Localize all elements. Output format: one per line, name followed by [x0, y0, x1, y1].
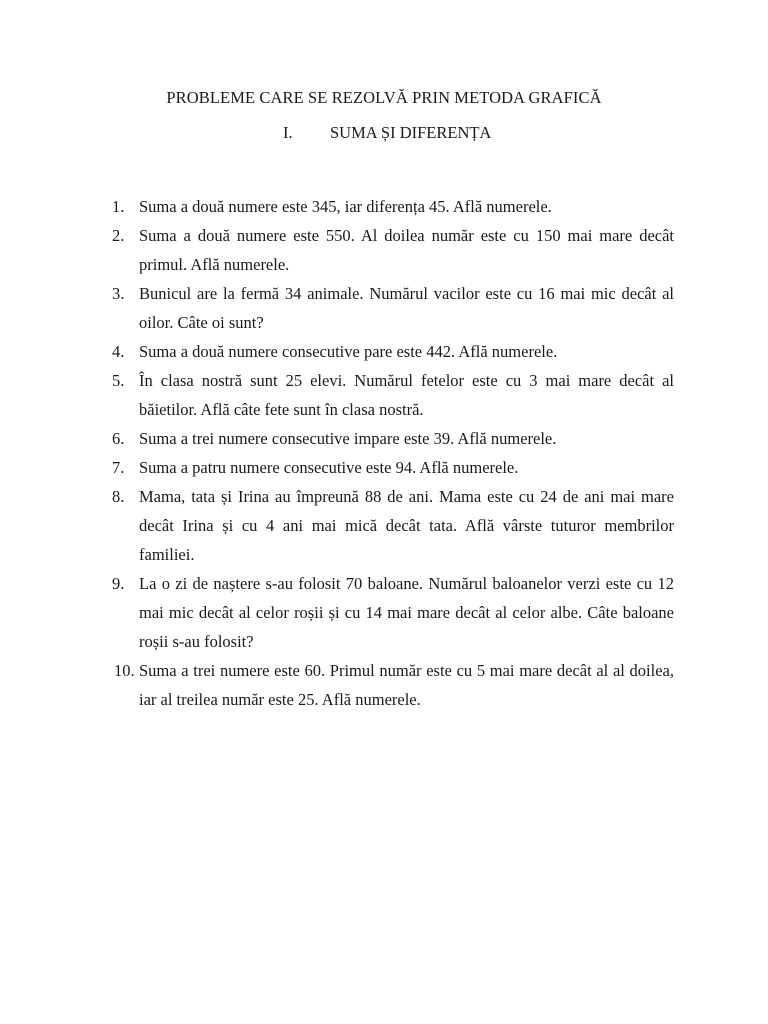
problem-number: 3.	[112, 284, 125, 303]
problem-item	[0, 366, 768, 424]
problem-item	[0, 337, 768, 366]
problem-item	[0, 569, 768, 656]
problem-item	[0, 221, 768, 279]
problem-text: Mama, tata și Irina au împreună 88 de ani. Mama este cu 24 de ani mai mare decât Irina și cu 4 ani mai mică decât tata. Află vârste tuturor membrilor familiei.	[139, 487, 674, 564]
problem-number: 10.	[114, 661, 135, 680]
problem-item	[0, 656, 768, 714]
problem-item	[0, 192, 768, 221]
problem-item	[0, 453, 768, 482]
problem-number: 7.	[112, 458, 125, 477]
problem-text: La o zi de naștere s-au folosit 70 baloane. Numărul baloanelor verzi este cu 12 mai mic decât al celor roșii și cu 14 mai mare decât al celor albe. Câte baloane roșii s-au folosit?	[139, 574, 674, 651]
section-number: I.	[283, 123, 293, 142]
problem-number: 5.	[112, 371, 125, 390]
problem-text: În clasa nostră sunt 25 elevi. Numărul fetelor este cu 3 mai mare decât al băietilor. Află câte fete sunt în clasa nostră.	[139, 371, 674, 419]
document-title: PROBLEME CARE SE REZOLVĂ PRIN METODA GRAFICĂ	[166, 88, 602, 107]
problem-text: Suma a trei numere este 60. Primul număr este cu 5 mai mare decât al al doilea, iar al treilea număr este 25. Află numerele.	[139, 661, 674, 709]
section-heading	[0, 121, 768, 145]
problem-number: 2.	[112, 226, 125, 245]
problem-item	[0, 424, 768, 453]
problem-text: Suma a trei numere consecutive impare este 39. Află numerele.	[139, 429, 557, 448]
problem-text: Bunicul are la fermă 34 animale. Numărul vacilor este cu 16 mai mic decât al oilor. Câte oi sunt?	[139, 284, 674, 332]
problem-text: Suma a patru numere consecutive este 94. Află numerele.	[139, 458, 519, 477]
problem-number: 6.	[112, 429, 125, 448]
section-title: SUMA ȘI DIFERENȚA	[330, 123, 492, 142]
problem-text: Suma a două numere consecutive pare este 442. Află numerele.	[139, 342, 558, 361]
problem-number: 1.	[112, 197, 125, 216]
problem-number: 4.	[112, 342, 125, 361]
problem-list	[0, 192, 768, 714]
problem-number: 9.	[112, 574, 125, 593]
problem-item	[0, 482, 768, 569]
problem-text: Suma a două numere este 345, iar diferența 45. Află numerele.	[139, 197, 552, 216]
problem-text: Suma a două numere este 550. Al doilea număr este cu 150 mai mare decât primul. Află numerele.	[139, 226, 674, 274]
problem-number: 8.	[112, 487, 125, 506]
problem-item	[0, 279, 768, 337]
